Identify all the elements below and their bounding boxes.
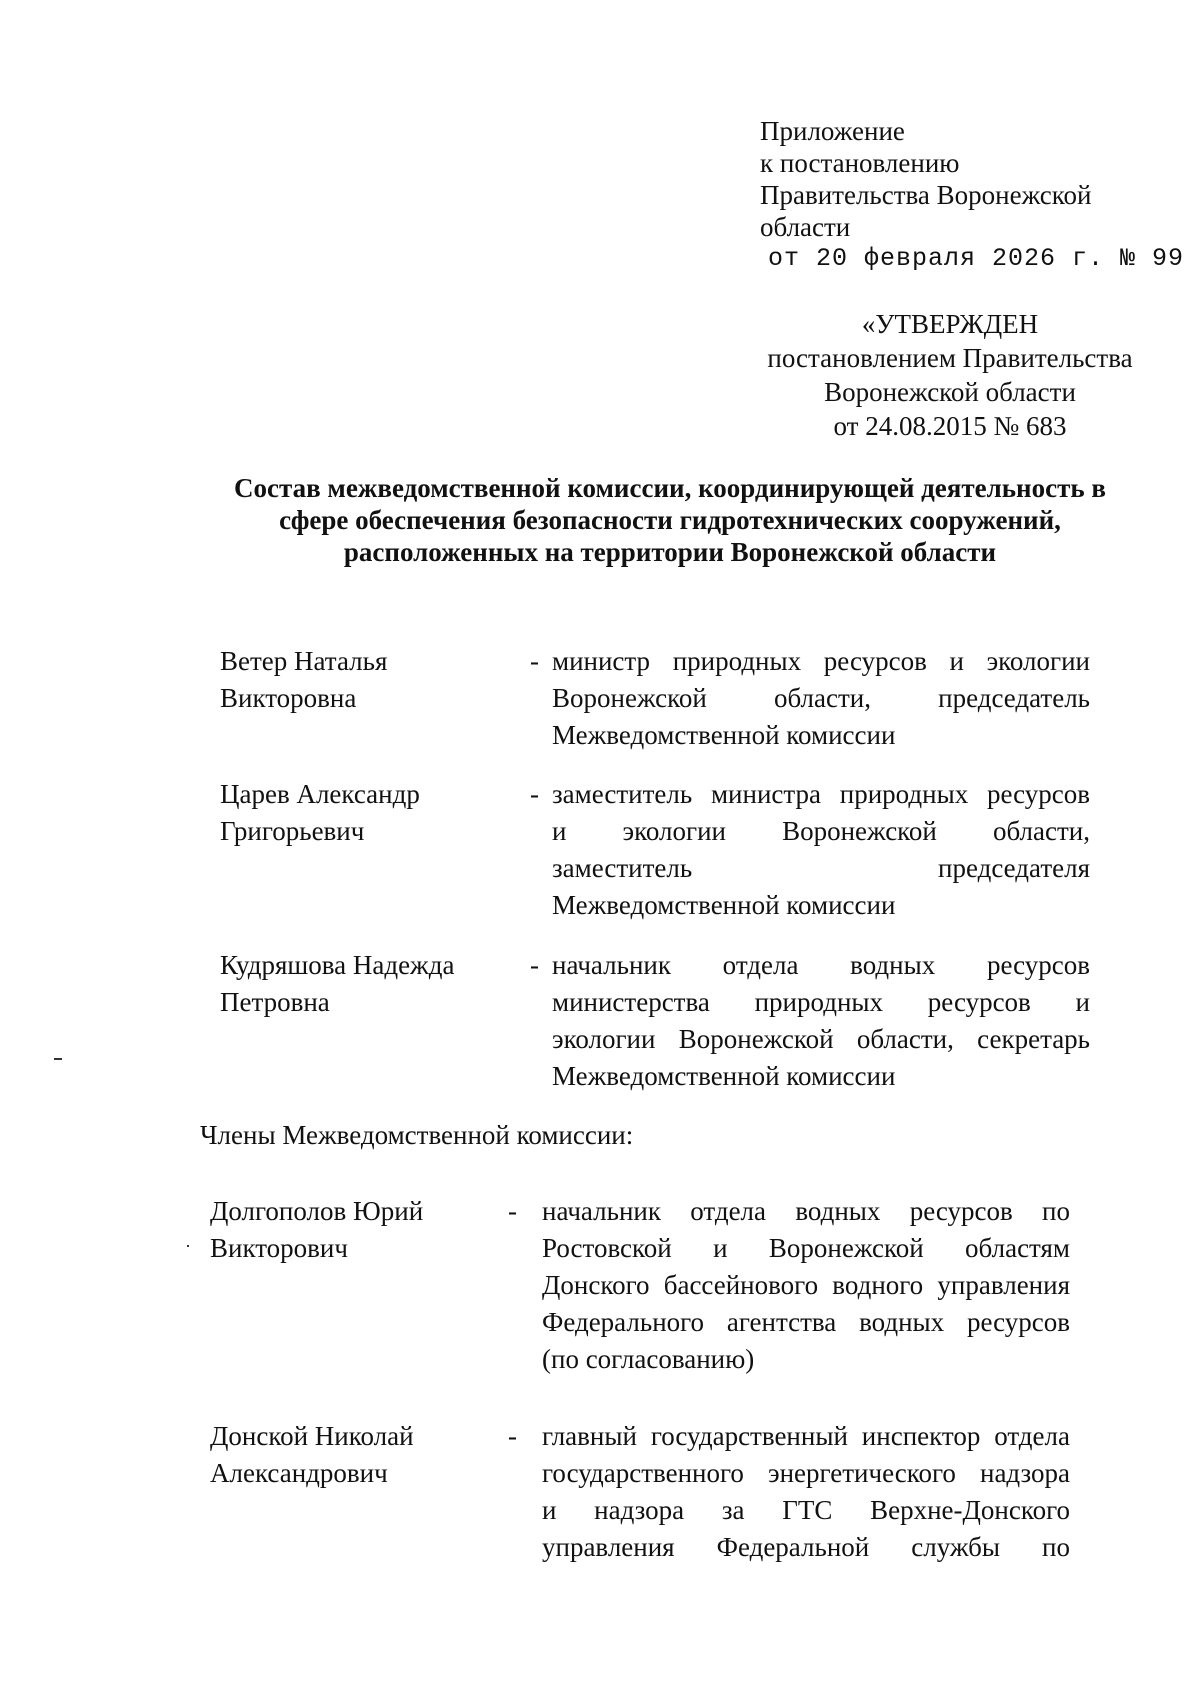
appendix-line: области — [760, 212, 851, 242]
approval-line: Воронежской области — [824, 377, 1076, 407]
title-line: сфере обеспечения безопасности гидротехнических сооружений, — [279, 505, 1061, 535]
dash-separator: - — [530, 950, 539, 980]
dash-separator: - — [530, 646, 539, 676]
member-name: Кудряшова Надежда Петровна — [220, 950, 455, 1017]
appendix-line: к постановлению — [760, 148, 960, 178]
member-name: Ветер Наталья Викторовна — [220, 646, 388, 713]
appendix-block — [760, 115, 1184, 275]
member-name: Донской Николай Александрович — [210, 1421, 414, 1488]
approval-line: от 24.08.2015 № 683 — [833, 411, 1067, 441]
approval-line: постановлением Правительства — [767, 343, 1133, 373]
members-heading: Члены Межведомственной комиссии: — [200, 1120, 634, 1150]
member-position: начальник отдела водных ресурсов министерства природных ресурсов и экологии Воронежской области, секретарь Межведомственной комиссии — [552, 950, 1090, 1091]
approval-stamp-block — [755, 307, 1145, 443]
appendix-line: Правительства Воронежской — [760, 180, 1092, 210]
member-position: главный государственный инспектор отдела государственного энергетического надзора и надзора за ГТС Верхне-Донского управления Федеральной службы по — [542, 1421, 1070, 1562]
document-title — [200, 472, 1140, 568]
appendix-date-line: от 20 февраля 2026 г. № 99 — [768, 244, 1185, 273]
scan-artifact — [54, 1058, 62, 1060]
member-position: начальник отдела водных ресурсов по Ростовской и Воронежской областям Донского бассейнового водного управления Федерального агентства водных ресурсов (по согласованию) — [542, 1196, 1070, 1374]
approval-line: «УТВЕРЖДЕН — [861, 309, 1039, 339]
member-name: Долгополов Юрий Викторович — [210, 1196, 424, 1263]
dash-separator: - — [508, 1421, 517, 1451]
appendix-line: Приложение — [760, 116, 905, 146]
member-position: заместитель министра природных ресурсов и экологии Воронежской области, заместитель председателя Межведомственной комиссии — [552, 779, 1090, 920]
title-line: Состав межведомственной комиссии, координирующей деятельность в — [234, 473, 1106, 503]
scan-artifact — [187, 1245, 189, 1247]
member-position: министр природных ресурсов и экологии Воронежской области, председатель Межведомственной комиссии — [552, 646, 1090, 750]
title-line: расположенных на территории Воронежской области — [343, 537, 997, 567]
dash-separator: - — [508, 1196, 517, 1226]
dash-separator: - — [530, 779, 539, 809]
member-name: Царев Александр Григорьевич — [220, 779, 420, 846]
